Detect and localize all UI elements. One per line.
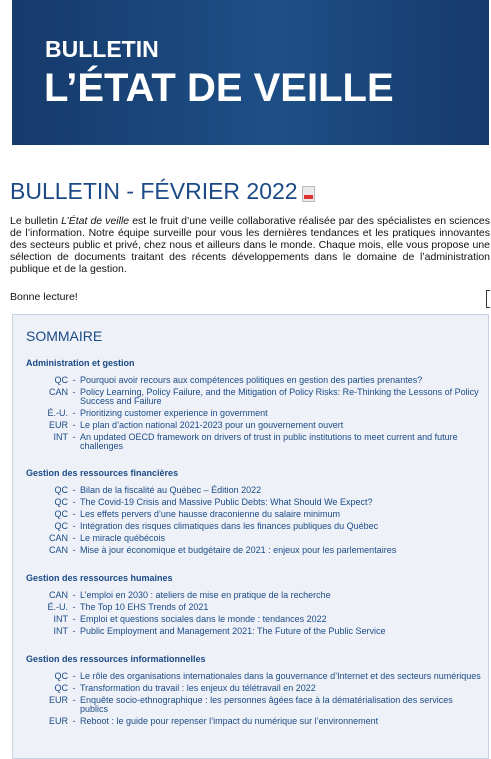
region-code: CAN bbox=[48, 545, 68, 555]
intro-italic-title: L’État de veille bbox=[61, 215, 130, 227]
toc-item[interactable]: É.-U. - The Top 10 EHS Trends of 2021 bbox=[26, 603, 481, 612]
region-code: CAN bbox=[48, 533, 68, 543]
table-of-contents bbox=[12, 314, 489, 759]
toc-item[interactable]: QC - The Covid-19 Crisis and Massive Public Debts: What Should We Expect? bbox=[26, 498, 481, 507]
toc-section-title: Gestion des ressources financières bbox=[26, 468, 179, 478]
toc-item[interactable]: INT - An updated OECD framework on drivers of trust in public institutions to meet current and future challenges bbox=[26, 433, 481, 451]
toc-item[interactable]: INT - Emploi et questions sociales dans le monde : tendances 2022 bbox=[26, 615, 481, 624]
toc-link[interactable]: Policy Learning, Policy Failure, and the Mitigation of Policy Risks: Re-Thinking the Lessons of Policy Success and Failure bbox=[80, 387, 479, 406]
toc-item[interactable]: EUR - Enquête socio-ethnographique : les personnes âgées face à la dématérialisation des services publics bbox=[26, 696, 481, 714]
toc-link[interactable]: Le miracle québécois bbox=[80, 533, 166, 543]
toc-link[interactable]: The Covid-19 Crisis and Massive Public Debts: What Should We Expect? bbox=[80, 497, 373, 507]
page-title-text: BULLETIN - FÉVRIER 2022 bbox=[10, 178, 298, 204]
toc-section-title: Gestion des ressources informationnelles bbox=[26, 654, 206, 664]
region-code: QC bbox=[54, 521, 68, 531]
toc-section-administration bbox=[26, 358, 481, 454]
toc-item[interactable]: QC - Pourquoi avoir recours aux compétences politiques en gestion des parties prenantes? bbox=[26, 376, 481, 385]
toc-link[interactable]: Prioritizing customer experience in government bbox=[80, 408, 268, 418]
toc-link[interactable]: Transformation du travail : les enjeux du télétravail en 2022 bbox=[80, 683, 316, 693]
toc-item[interactable]: É.-U. - Prioritizing customer experience in government bbox=[26, 409, 481, 418]
region-code: EUR bbox=[48, 695, 68, 705]
toc-link[interactable]: Reboot : le guide pour repenser l’impact du numérique sur l’environnement bbox=[80, 716, 379, 726]
toc-section-title: Administration et gestion bbox=[26, 358, 135, 368]
toc-link[interactable]: Public Employment and Management 2021: The Future of the Public Service bbox=[80, 626, 386, 636]
region-code: EUR bbox=[48, 716, 68, 726]
banner-bulletin-label: BULLETIN bbox=[45, 36, 159, 62]
page-title bbox=[10, 178, 315, 205]
toc-item[interactable]: CAN - Policy Learning, Policy Failure, and the Mitigation of Policy Risks: Re-Thinking the Lessons of Policy Success and Failure bbox=[26, 388, 481, 406]
toc-section-title: Gestion des ressources humaines bbox=[26, 573, 173, 583]
toc-section-rh bbox=[26, 573, 481, 639]
region-code: INT bbox=[53, 432, 68, 442]
toc-link[interactable]: Mise à jour économique et budgétaire de 2021 : enjeux pour les parlementaires bbox=[80, 545, 397, 555]
region-code: EUR bbox=[48, 420, 68, 430]
toc-link[interactable]: Les effets pervers d’une hausse draconienne du salaire minimum bbox=[80, 509, 340, 519]
region-code: QC bbox=[54, 497, 68, 507]
toc-item[interactable]: CAN - L’emploi en 2030 : ateliers de mise en pratique de la recherche bbox=[26, 591, 481, 600]
region-code: QC bbox=[54, 509, 68, 519]
toc-section-informationnelles bbox=[26, 654, 481, 729]
pdf-icon[interactable] bbox=[302, 186, 315, 202]
toc-item[interactable]: QC - Les effets pervers d’une hausse draconienne du salaire minimum bbox=[26, 510, 481, 519]
region-code: É.-U. bbox=[47, 602, 68, 612]
region-code: É.-U. bbox=[47, 408, 68, 418]
region-code: INT bbox=[53, 626, 68, 636]
toc-link[interactable]: Bilan de la fiscalité au Québec – Édition 2022 bbox=[80, 485, 262, 495]
toc-link[interactable]: Intégration des risques climatiques dans les finances publiques du Québec bbox=[80, 521, 379, 531]
toc-title: SOMMAIRE bbox=[26, 328, 103, 344]
toc-link[interactable]: Emploi et questions sociales dans le monde : tendances 2022 bbox=[80, 614, 327, 624]
toc-item[interactable]: QC - Intégration des risques climatiques dans les finances publiques du Québec bbox=[26, 522, 481, 531]
toc-item[interactable]: QC - Bilan de la fiscalité au Québec – Édition 2022 bbox=[26, 486, 481, 495]
toc-item[interactable]: CAN - Mise à jour économique et budgétaire de 2021 : enjeux pour les parlementaires bbox=[26, 546, 481, 555]
intro-paragraph bbox=[10, 215, 490, 275]
region-code: QC bbox=[54, 671, 68, 681]
intro-text-after: est le fruit d’une veille collaborative réalisée par des spécialistes en sciences de l’information. Notre équipe surveille pour vous les dernières tendances et les pratiques innovantes des secteurs public et privé, chez nous et ailleurs dans le monde. Chaque mois, elle vous propose une sélection de documents traitant des récents développements dans le domaine de l’administration publique et de la gestion. bbox=[10, 215, 490, 275]
intro-text-before: Le bulletin bbox=[10, 215, 62, 227]
toc-link[interactable]: Le rôle des organisations internationales dans la gouvernance d’Internet et des secteurs numériques bbox=[80, 671, 481, 681]
toc-section-finances bbox=[26, 468, 481, 558]
toc-link[interactable]: Le plan d’action national 2021-2023 pour un gouvernement ouvert bbox=[80, 420, 344, 430]
toc-item[interactable]: INT - Public Employment and Management 2021: The Future of the Public Service bbox=[26, 627, 481, 636]
toc-link[interactable]: Pourquoi avoir recours aux compétences politiques en gestion des parties prenantes? bbox=[80, 375, 423, 385]
region-code: QC bbox=[54, 375, 68, 385]
region-code: INT bbox=[53, 614, 68, 624]
region-code: QC bbox=[54, 485, 68, 495]
header-banner bbox=[12, 0, 489, 145]
region-code: CAN bbox=[48, 590, 68, 600]
toc-item[interactable]: EUR - Reboot : le guide pour repenser l’impact du numérique sur l’environnement bbox=[26, 717, 481, 726]
toc-link[interactable]: The Top 10 EHS Trends of 2021 bbox=[80, 602, 209, 612]
toc-item[interactable]: EUR - Le plan d’action national 2021-2023 pour un gouvernement ouvert bbox=[26, 421, 481, 430]
closing-text: Bonne lecture! bbox=[10, 291, 78, 303]
mouse-cursor bbox=[486, 290, 490, 308]
banner-title: L’ÉTAT DE VEILLE bbox=[44, 66, 394, 110]
toc-link[interactable]: L’emploi en 2030 : ateliers de mise en pratique de la recherche bbox=[80, 590, 331, 600]
toc-item[interactable]: QC - Le rôle des organisations internationales dans la gouvernance d’Internet et des secteurs numériques bbox=[26, 672, 481, 681]
toc-item[interactable]: QC - Transformation du travail : les enjeux du télétravail en 2022 bbox=[26, 684, 481, 693]
toc-link[interactable]: Enquête socio-ethnographique : les personnes âgées face à la dématérialisation des services publics bbox=[80, 695, 453, 714]
toc-link[interactable]: An updated OECD framework on drivers of trust in public institutions to meet current and future challenges bbox=[80, 432, 458, 451]
region-code: CAN bbox=[48, 387, 68, 397]
toc-item[interactable]: CAN - Le miracle québécois bbox=[26, 534, 481, 543]
region-code: QC bbox=[54, 683, 68, 693]
